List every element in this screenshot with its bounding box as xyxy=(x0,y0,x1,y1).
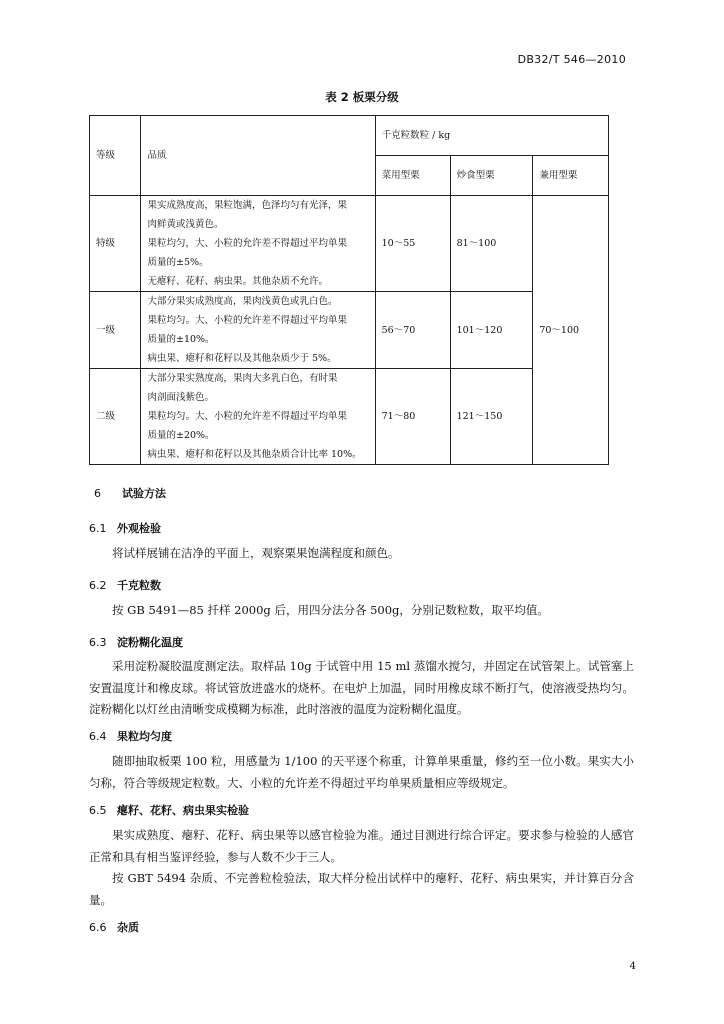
dual-type-value: 70～100 xyxy=(533,196,609,465)
quality-line: 病虫果、瘪籽和花籽以及其他杂质少于 5%。 xyxy=(147,353,337,364)
section-6-2-heading xyxy=(89,577,161,593)
section-number: 6.4 xyxy=(89,730,107,743)
quality-line: 质量的±10%。 xyxy=(147,334,215,345)
section-6-2-body xyxy=(89,600,634,622)
section-title: 试验方法 xyxy=(122,487,166,500)
paragraph: 按 GBT 5494 杂质、不完善粒检验法，取大样分检出试样中的瘪籽、花籽、病虫果实，并计算百分含量。 xyxy=(89,871,634,907)
section-title: 淀粉糊化温度 xyxy=(117,636,183,649)
quality-line: 无瘪籽、花籽、病虫果。其他杂质不允许。 xyxy=(147,276,328,287)
section-6-4-body xyxy=(89,751,634,794)
paragraph: 将试样展铺在洁净的平面上，观察栗果饱满程度和颜色。 xyxy=(112,546,400,560)
section-number: 6.2 xyxy=(89,579,107,592)
header-kernel-count: 千克粒数粒 / kg xyxy=(375,116,608,156)
section-6-3-body xyxy=(89,656,634,721)
section-6-1-heading xyxy=(89,520,161,536)
paragraph: 采用淀粉凝胶温度测定法。取样品 10g 于试管中用 15 ml 蒸馏水搅匀，并固定在试管架上。试管塞上安置温度计和橡皮球。将试管放进盛水的烧杯。在电炉上加温，同时用橡皮球不断打气，使溶液受热均匀。淀粉糊化以灯丝由清晰变成模糊为标准，此时溶液的温度为淀粉糊化温度。 xyxy=(89,659,634,716)
quality-line: 大部分果实熟度高，果肉大多乳白色，有时果 xyxy=(147,373,338,384)
quality-line: 质量的±20%。 xyxy=(147,430,215,441)
section-6-heading xyxy=(94,485,166,501)
section-6-1-body xyxy=(89,543,634,565)
section-number: 6.3 xyxy=(89,636,107,649)
grade-cell: 一级 xyxy=(90,292,141,369)
quality-line: 果粒均匀，大、小粒的允许差不得超过平均单果 xyxy=(147,238,347,249)
section-title: 杂质 xyxy=(117,921,139,934)
header-quality: 品质 xyxy=(141,116,375,196)
roasting-type-value: 101～120 xyxy=(450,292,533,369)
table-title: 表 2 板栗分级 xyxy=(325,90,399,104)
grade-cell: 二级 xyxy=(90,369,141,465)
quality-line: 果实成熟度高，果粒饱满，色泽均匀有光泽，果 xyxy=(147,200,347,211)
vegetable-type-value: 56～70 xyxy=(375,292,450,369)
section-6-5-body xyxy=(89,825,634,911)
vegetable-type-value: 71～80 xyxy=(375,369,450,465)
quality-line: 果粒均匀。大、小粒的允许差不得超过平均单果 xyxy=(147,411,347,422)
grade-table xyxy=(89,115,609,465)
quality-cell xyxy=(141,196,375,292)
grade-cell: 特级 xyxy=(90,196,141,292)
table-row xyxy=(90,196,609,292)
paragraph: 按 GB 5491—85 扦样 2000g 后，用四分法分各 500g，分别记数粒数，取平均值。 xyxy=(112,603,549,617)
table-header-row xyxy=(90,116,609,156)
quality-cell xyxy=(141,369,375,465)
subheader-roasting-type: 炒食型栗 xyxy=(450,156,533,196)
section-title: 瘪籽、花籽、病虫果实检验 xyxy=(117,804,249,817)
section-title: 外观检验 xyxy=(117,522,161,535)
quality-cell xyxy=(141,292,375,369)
paragraph: 随即抽取板栗 100 粒，用感量为 1/100 的天平逐个称重，计算单果重量，修约至一位小数。果实大小匀称，符合等级规定粒数。大、小粒的允许差不得超过平均单果质量相应等级规定。 xyxy=(89,754,634,790)
quality-line: 果粒均匀。大、小粒的允许差不得超过平均单果 xyxy=(147,315,347,326)
section-number: 6.6 xyxy=(89,921,107,934)
standard-code: DB32/T 546—2010 xyxy=(517,53,626,66)
section-6-5-heading xyxy=(89,802,249,818)
table-row xyxy=(90,369,609,465)
roasting-type-value: 81～100 xyxy=(450,196,533,292)
quality-line: 病虫果、瘪籽和花籽以及其他杂质合计比率 10%。 xyxy=(147,449,362,460)
section-number: 6.1 xyxy=(89,522,107,535)
quality-line: 大部分果实成熟度高，果肉浅黄色或乳白色。 xyxy=(147,296,338,307)
section-number: 6 xyxy=(94,487,101,500)
section-title: 果粒均匀度 xyxy=(117,730,172,743)
section-6-3-heading xyxy=(89,634,183,650)
header-grade: 等级 xyxy=(90,116,141,196)
section-6-6-heading xyxy=(89,919,139,935)
section-title: 千克粒数 xyxy=(117,579,161,592)
vegetable-type-value: 10～55 xyxy=(375,196,450,292)
section-6-4-heading xyxy=(89,728,172,744)
quality-line: 质量的±5%。 xyxy=(147,257,209,268)
subheader-vegetable-type: 菜用型栗 xyxy=(375,156,450,196)
paragraph: 果实成熟度、瘪籽、花籽、病虫果等以感官检验为准。通过目测进行综合评定。要求参与检验的人感官正常和具有相当鉴评经验，参与人数不少于三人。 xyxy=(89,828,634,864)
table-row xyxy=(90,292,609,369)
roasting-type-value: 121～150 xyxy=(450,369,533,465)
quality-line: 肉剖面浅紫色。 xyxy=(147,392,214,403)
subheader-dual-type: 兼用型栗 xyxy=(533,156,609,196)
page-number: 4 xyxy=(629,961,636,972)
quality-line: 肉鲜黄或浅黄色。 xyxy=(147,219,224,230)
section-number: 6.5 xyxy=(89,804,107,817)
